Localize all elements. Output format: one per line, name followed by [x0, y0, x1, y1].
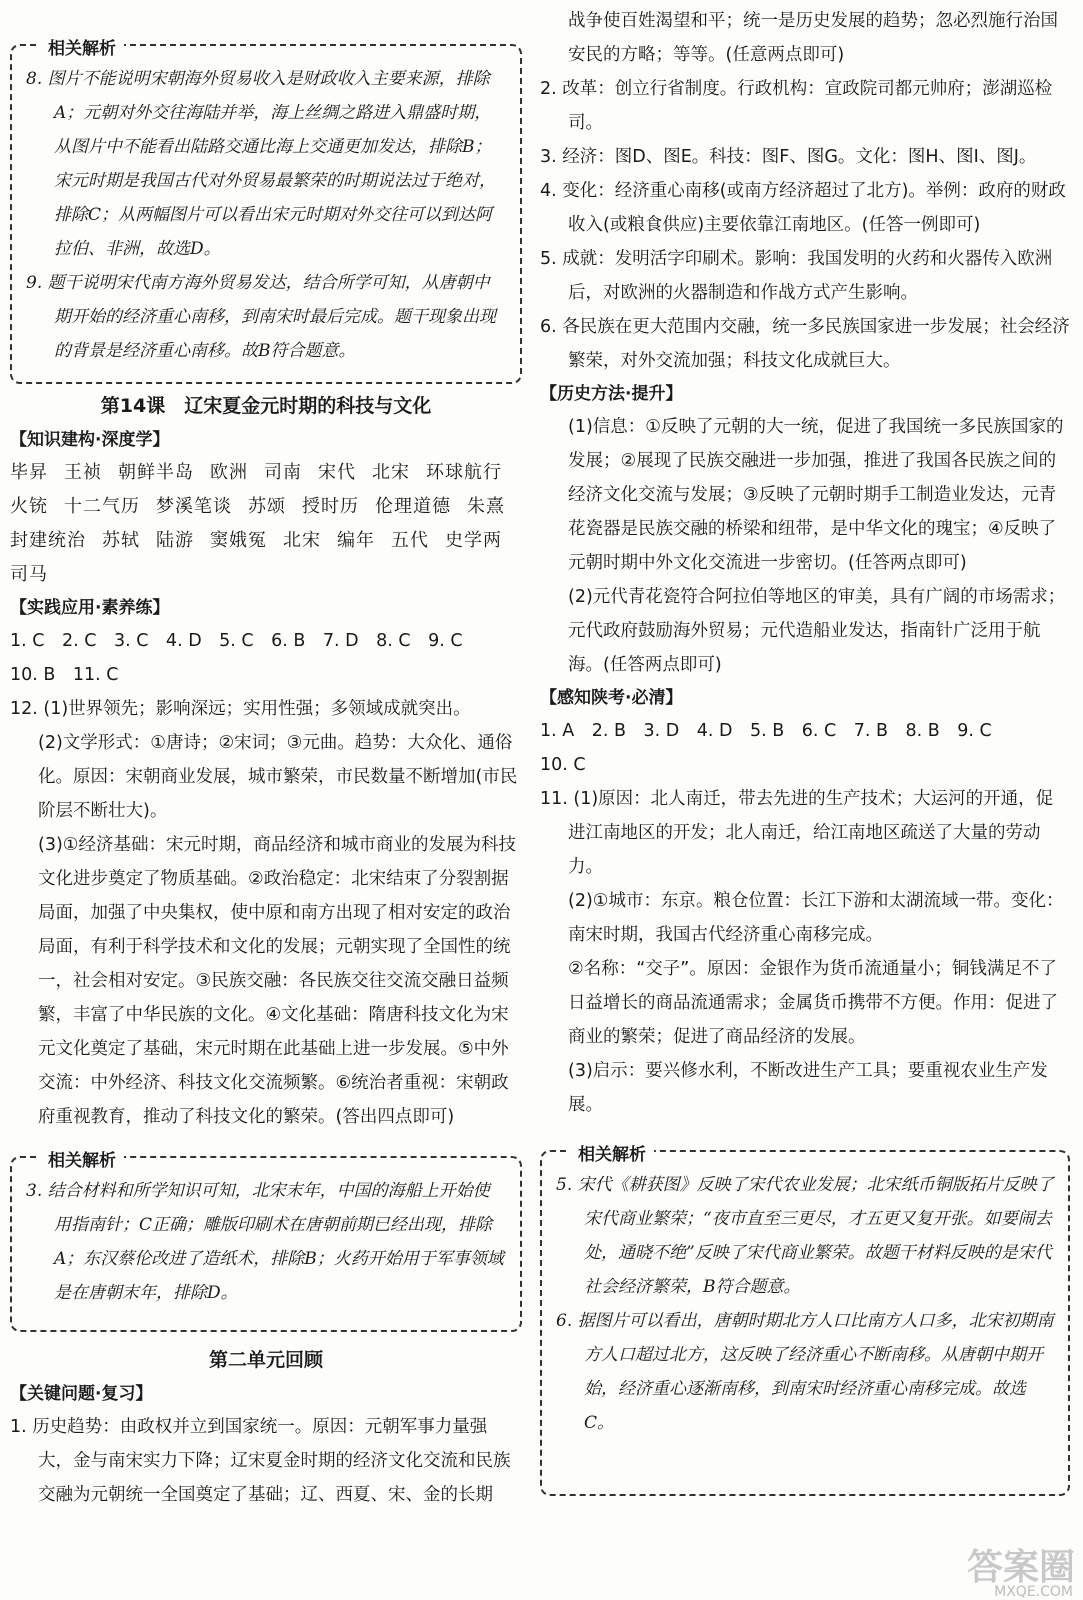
keyword: 北宋: [283, 530, 321, 551]
keyword: 史学两: [445, 530, 502, 551]
unit-review-title: 第二单元回顾: [208, 1349, 323, 1371]
keyword: 朱熹: [467, 496, 505, 517]
q11-part: (2)①城市：东京。粮仓位置：长江下游和太湖流域一带。变化：南宋时期，我国古代经济重心南移完成。: [568, 891, 1064, 945]
right-column: [540, 0, 1070, 1496]
q12-part: 12. (1)世界领先；影响深远；实用性强；多领域成就突出。: [10, 699, 471, 719]
review-item: 3. 经济：图D、图E。科技：图F、图G。文化：图H、图I、图J。: [540, 147, 1037, 167]
lesson-title: 第14课 辽宋夏金元时期的科技与文化: [100, 395, 432, 417]
keyword: 环球航行: [426, 462, 502, 483]
keyword-list: [10, 456, 522, 592]
answer-line: 10. B 11. C: [10, 665, 119, 685]
analysis-title: 相关解析: [570, 1140, 654, 1165]
keyword: 陆游: [156, 530, 194, 551]
keyword: 司马: [10, 564, 48, 585]
keyword: 苏轼: [102, 530, 140, 551]
analysis-item: 9. 题干说明宋代南方海外贸易发达，结合所学可知，从唐朝中期开始的经济重心南移，到南宋时最后完成。题干现象出现的背景是经济重心南移。故B符合题意。: [26, 273, 496, 361]
section-heading: 【实践应用·素养练】: [10, 598, 170, 618]
keyword: 苏颂: [248, 496, 286, 517]
analysis-box-1: [10, 39, 522, 384]
analysis-title: 相关解析: [40, 34, 124, 59]
review-item: 6. 各民族在更大范围内交融，统一多民族国家进一步发展；社会经济繁荣，对外交流加强；科技文化成就巨大。: [540, 317, 1070, 371]
left-column: [10, 0, 522, 1512]
section-heading: 【历史方法·提升】: [540, 384, 683, 404]
keyword: 五代: [391, 530, 429, 551]
q12-part: (2)文学形式：①唐诗；②宋词；③元曲。趋势：大众化、通俗化。原因：宋朝商业发展，城市繁荣，市民数量不断增加(市民阶层不断壮大)。: [38, 733, 518, 821]
review-item: 5. 成就：发明活字印刷术。影响：我国发明的火药和火器传入欧洲后，对欧洲的火器制造和作战方式产生影响。: [540, 249, 1053, 303]
method-part: (1)信息：①反映了元朝的大一统，促进了我国统一多民族国家的发展；②展现了民族交融进一步加强，推进了我国各民族之间的经济文化交流与发展；③反映了元朝时期手工制造业发达，元青花瓷器是民族交融的桥梁和纽带，是中华文化的瑰宝；④反映了元朝时期中外文化交流进一步密切。(任答两点即可): [568, 417, 1064, 573]
analysis-box-2: [10, 1151, 522, 1332]
keyword: 窦娥冤: [210, 530, 267, 551]
keyword: 朝鲜半岛: [118, 462, 194, 483]
keyword: 封建统治: [10, 530, 86, 551]
key-question: 1. 历史趋势：由政权并立到国家统一。原因：元朝军事力量强大，金与南宋实力下降；辽宋夏金时期的经济文化交流和民族交融为元朝统一全国奠定了基础；辽、西夏、宋、金的长期: [10, 1417, 511, 1505]
answer-line: 10. C: [540, 755, 586, 775]
q11-part: ②名称：“交子”。原因：金银作为货币流通量小；铜钱满足不了日益增长的商品流通需求；金属货币携带不方便。作用：促进了商业的繁荣；促进了商品经济的发展。: [568, 959, 1058, 1047]
keyword: 宋代: [318, 462, 356, 483]
section-heading: 【知识建构·深度学】: [10, 430, 170, 450]
review-item: 2. 改革：创立行省制度。行政机构：宣政院司都元帅府；澎湖巡检司。: [540, 79, 1053, 133]
review-item: 4. 变化：经济重心南移(或南方经济超过了北方)。举例：政府的财政收入(或粮食供应)主要依靠江南地区。(任答一例即可): [540, 181, 1066, 235]
keyword: 伦理道德: [375, 496, 451, 517]
section-heading: 【关键问题·复习】: [10, 1384, 153, 1404]
keyword: 司南: [264, 462, 302, 483]
section-heading: 【感知陕考·必清】: [540, 688, 683, 708]
keyword: 毕昇: [10, 462, 48, 483]
analysis-item: 8. 图片不能说明宋朝海外贸易收入是财政收入主要来源，排除A；元朝对外交往海陆并举，海上丝绸之路进入鼎盛时期，从图片中不能看出陆路交通比海上交通更加发达，排除B；宋元时期是我国古代对外贸易最繁荣的时期说法过于绝对，排除C；从两幅图片可以看出宋元时期对外交往可以到达阿拉伯、非洲，故选D。: [26, 69, 496, 259]
watermark-logo: 答案圈: [966, 1547, 1075, 1588]
keyword: 北宋: [372, 462, 410, 483]
continued-text: 战争使百姓渴望和平；统一是历史发展的趋势；忽必烈施行治国安民的方略；等等。(任意两点即可): [568, 11, 1058, 65]
keyword: 十二气历: [64, 496, 140, 517]
analysis-title: 相关解析: [40, 1146, 124, 1171]
analysis-item: 6. 据图片可以看出，唐朝时期北方人口比南方人口多，北宋初期南方人口超过北方，这反映了经济重心不断南移。从唐朝中期开始，经济重心逐渐南移，到南宋时经济重心南移完成。故选C。: [556, 1311, 1054, 1433]
method-part: (2)元代青花瓷符合阿拉伯等地区的审美，具有广阔的市场需求；元代政府鼓励海外贸易；元代造船业发达，指南针广泛用于航海。(任答两点即可): [568, 587, 1066, 675]
keyword: 授时历: [302, 496, 359, 517]
keyword: 火铳: [10, 496, 48, 517]
q11-part: 11. (1)原因：北人南迁，带去先进的生产技术；大运河的开通，促进江南地区的开发；北人南迁，给江南地区疏送了大量的劳动力。: [540, 789, 1054, 877]
keyword: 王祯: [64, 462, 102, 483]
analysis-box-3: [540, 1145, 1070, 1496]
keyword: 欧洲: [210, 462, 248, 483]
keyword: 编年: [337, 530, 375, 551]
answer-line: 1. C 2. C 3. C 4. D 5. C 6. B 7. D 8. C 9. C: [10, 631, 463, 651]
q11-part: (3)启示：要兴修水利，不断改进生产工具；要重视农业生产发展。: [568, 1061, 1048, 1115]
q12-part: (3)①经济基础：宋元时期，商品经济和城市商业的发展为科技文化进步奠定了物质基础。②政治稳定：北宋结束了分裂割据局面，加强了中央集权，使中原和南方出现了相对安定的政治局面，有利于科学技术和文化的发展；元朝实现了全国性的统一，社会相对安定。③民族交融：各民族交往交流交融日益频繁，丰富了中华民族的文化。④文化基础：隋唐科技文化为宋元文化奠定了基础，宋元时期在此基础上进一步发展。⑤中外交流：中外经济、科技文化交流频繁。⑥统治者重视：宋朝政府重视教育，推动了科技文化的繁荣。(答出四点即可): [38, 835, 516, 1127]
watermark-url: MXQE.COM: [994, 1584, 1073, 1600]
answer-line: 1. A 2. B 3. D 4. D 5. B 6. C 7. B 8. B 9. C: [540, 721, 992, 741]
keyword: 梦溪笔谈: [156, 496, 232, 517]
analysis-item: 5. 宋代《耕获图》反映了宋代农业发展；北宋纸币铜版拓片反映了宋代商业繁荣；“夜市直至三更尽，才五更又复开张。如要闹去处，通晓不绝”反映了宋代商业繁荣。故题干材料反映的是宋代社会经济繁荣，B符合题意。: [556, 1175, 1054, 1297]
analysis-item: 3. 结合材料和所学知识可知，北宋末年，中国的海船上开始使用指南针；C正确；雕版印刷术在唐朝前期已经出现，排除A；东汉蔡伦改进了造纸术，排除B；火药开始用于军事领域是在唐朝末年，排除D。: [26, 1181, 504, 1303]
